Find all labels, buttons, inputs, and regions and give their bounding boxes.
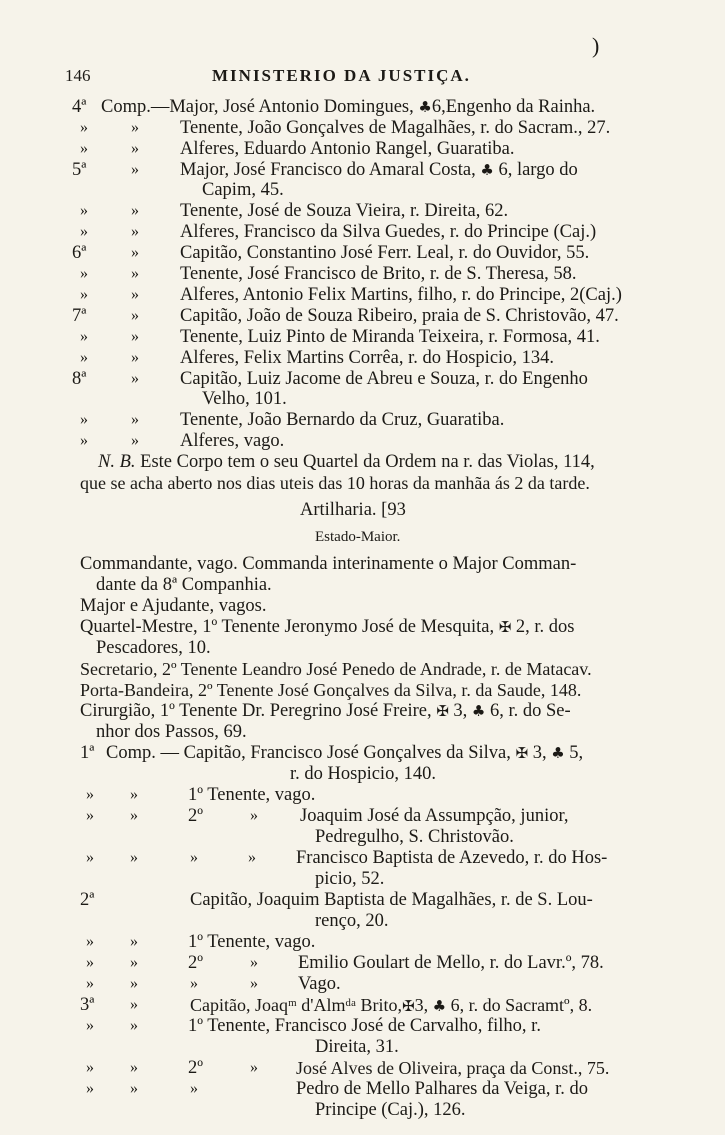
ditto-mark: » — [131, 244, 139, 261]
entry-line-cont: dante da 8ª Companhia. — [96, 575, 272, 595]
entry-line-cont: Velho, 101. — [202, 389, 287, 409]
ditto-mark: » — [130, 975, 138, 992]
entry-line: Alferes, vago. — [180, 431, 285, 451]
ditto-mark: » — [130, 786, 138, 803]
ditto-mark: » — [250, 975, 258, 992]
ditto-mark: » — [131, 307, 139, 324]
entry-line: Tenente, Luiz Pinto de Miranda Teixeira, r. Formosa, 41. — [180, 327, 600, 347]
entry-line: Tenente, José Francisco de Brito, r. de S. Theresa, 58. — [180, 264, 577, 284]
entry-line: Vago. — [298, 974, 341, 994]
ditto-mark: » — [80, 432, 88, 449]
entry-line: 1º Tenente, vago. — [188, 932, 316, 952]
ditto-mark: » — [131, 411, 139, 428]
entry-line: Tenente, José de Souza Vieira, r. Direita, 62. — [180, 201, 509, 221]
company-label: 2ª — [80, 890, 95, 910]
ditto-mark: » — [131, 161, 139, 178]
note: N. B. Este Corpo tem o seu Quartel da Ordem na r. das Violas, 114, — [98, 452, 595, 472]
ditto-mark: » — [80, 328, 88, 345]
entry-line: Capitão, Joaquim Baptista de Magalhães, r. de S. Lou- — [190, 890, 593, 910]
ditto-mark: » — [80, 411, 88, 428]
entry-line: Cirurgião, 1º Tenente Dr. Peregrino José Freire, ✠ 3, ♣ 6, r. do Se- — [80, 701, 571, 721]
ditto-mark: » — [131, 202, 139, 219]
entry-line: José Alves de Oliveira, praça da Const., 75. — [296, 1058, 610, 1078]
ditto-mark: » — [86, 954, 94, 971]
entry-line-cont: r. do Hospicio, 140. — [290, 764, 436, 784]
note-cont: que se acha aberto nos dias uteis das 10 horas da manhãa ás 2 da tarde. — [80, 473, 590, 493]
ditto-mark: » — [130, 1059, 138, 1076]
rank-label: 2º — [188, 806, 203, 826]
ditto-mark: » — [130, 1080, 138, 1097]
section-subtitle: Estado-Maior. — [315, 529, 401, 545]
entry-line-cont: Principe (Caj.), 126. — [315, 1100, 466, 1120]
ditto-mark: » — [86, 807, 94, 824]
ditto-mark: » — [248, 849, 256, 866]
ditto-mark: » — [250, 807, 258, 824]
ditto-mark: » — [130, 807, 138, 824]
company-label: 3ª — [80, 995, 95, 1015]
rose-icon: ♣ — [418, 98, 432, 116]
entry-line: Alferes, Eduardo Antonio Rangel, Guaratiba. — [180, 139, 515, 159]
entry-line: Joaquim José da Assumpção, junior, — [300, 806, 569, 826]
entry-line-cont: Pescadores, 10. — [96, 638, 211, 658]
entry-line: Tenente, João Bernardo da Cruz, Guaratiba. — [180, 410, 505, 430]
ditto-mark: » — [86, 849, 94, 866]
ditto-mark: » — [131, 370, 139, 387]
entry-line: Secretario, 2º Tenente Leandro José Penedo de Andrade, r. de Matacav. — [80, 659, 592, 679]
entry-line: Alferes, Felix Martins Corrêa, r. do Hospicio, 134. — [180, 348, 555, 368]
ditto-mark: » — [250, 954, 258, 971]
ditto-mark: » — [131, 349, 139, 366]
company-label: 8ª — [72, 369, 87, 389]
ditto-mark: » — [130, 954, 138, 971]
entry-line: Alferes, Antonio Felix Martins, filho, r. do Principe, 2(Caj.) — [180, 285, 622, 305]
entry-line: Major, José Francisco do Amaral Costa, ♣ 6, largo do — [180, 160, 578, 180]
cross-icon: ✠ — [402, 997, 415, 1015]
rose-icon: ♣ — [480, 161, 494, 179]
ditto-mark: » — [250, 1059, 258, 1076]
section-title: Artilharia. [93 — [300, 500, 406, 520]
entry-line: Capitão, Constantino José Ferr. Leal, r. do Ouvidor, 55. — [180, 243, 590, 263]
company-label: 1ª — [80, 743, 95, 763]
ditto-mark: » — [131, 119, 139, 136]
ditto-mark: » — [130, 996, 138, 1013]
page-title: MINISTERIO DA JUSTIÇA. — [212, 66, 471, 85]
corner-mark: ) — [592, 33, 600, 58]
ditto-mark: » — [86, 1017, 94, 1034]
entry-line: Pedro de Mello Palhares da Veiga, r. do — [296, 1079, 588, 1099]
company-label: 5ª — [72, 160, 87, 180]
entry-line: Porta-Bandeira, 2º Tenente José Gonçalves da Silva, r. da Saude, 148. — [80, 680, 582, 700]
entry-line: Commandante, vago. Commanda interinamente o Major Comman- — [80, 554, 577, 574]
rose-icon: ♣ — [551, 744, 565, 762]
ditto-mark: » — [80, 202, 88, 219]
cross-icon: ✠ — [515, 744, 529, 762]
rank-label: 2º — [188, 953, 203, 973]
company-label: 7ª — [72, 306, 87, 326]
entry-line: Major e Ajudante, vagos. — [80, 596, 267, 616]
entry-line: Capitão, Luiz Jacome de Abreu e Souza, r. do Engenho — [180, 369, 588, 389]
ditto-mark: » — [86, 933, 94, 950]
ditto-mark: » — [131, 432, 139, 449]
ditto-mark: » — [131, 328, 139, 345]
ditto-mark: » — [80, 265, 88, 282]
entry-line: Quartel-Mestre, 1º Tenente Jeronymo José de Mesquita, ✠ 2, r. dos — [80, 617, 575, 637]
ditto-mark: » — [86, 786, 94, 803]
entry-line-cont: Direita, 31. — [315, 1037, 399, 1057]
ditto-mark: » — [86, 1080, 94, 1097]
page-number: 146 — [65, 66, 91, 85]
rose-icon: ♣ — [471, 702, 486, 720]
company-label: 4ª — [72, 97, 87, 117]
rank-label: 2º — [188, 1058, 203, 1078]
rose-icon: ♣ — [432, 997, 447, 1015]
ditto-mark: » — [190, 1080, 198, 1097]
ditto-mark: » — [190, 849, 198, 866]
entry-line: Alferes, Francisco da Silva Guedes, r. do Principe (Caj.) — [180, 222, 597, 242]
entry-line-cont: picio, 52. — [315, 869, 385, 889]
company-label: 6ª — [72, 243, 87, 263]
entry-line-cont: renço, 20. — [315, 911, 389, 931]
entry-line: Capitão, João de Souza Ribeiro, praia de S. Christovão, 47. — [180, 306, 619, 326]
ditto-mark: » — [130, 849, 138, 866]
entry-line: Capitão, Joaqᵐ d'Almᵈᵃ Brito,✠3, ♣ 6, r. do Sacramtº, 8. — [190, 995, 593, 1015]
cross-icon: ✠ — [498, 618, 512, 636]
entry-line-cont: nhor dos Passos, 69. — [96, 722, 247, 742]
ditto-mark: » — [80, 223, 88, 240]
entry-line-cont: Pedregulho, S. Christovão. — [315, 827, 514, 847]
ditto-mark: » — [131, 140, 139, 157]
ditto-mark: » — [131, 286, 139, 303]
entry-line: Francisco Baptista de Azevedo, r. do Hos- — [296, 848, 608, 868]
ditto-mark: » — [130, 933, 138, 950]
entry-line: Comp.—Major, José Antonio Domingues, ♣6,Engenho da Rainha. — [101, 97, 596, 117]
entry-line: Tenente, João Gonçalves de Magalhães, r. do Sacram., 27. — [180, 118, 611, 138]
cross-icon: ✠ — [436, 702, 449, 720]
ditto-mark: » — [190, 975, 198, 992]
ditto-mark: » — [80, 349, 88, 366]
entry-line: 1º Tenente, Francisco José de Carvalho, filho, r. — [188, 1016, 541, 1036]
entry-line: 1º Tenente, vago. — [188, 785, 316, 805]
ditto-mark: » — [131, 265, 139, 282]
entry-line: Emilio Goulart de Mello, r. do Lavr.º, 78. — [298, 953, 604, 973]
ditto-mark: » — [130, 1017, 138, 1034]
ditto-mark: » — [86, 975, 94, 992]
entry-line: Comp. — Capitão, Francisco José Gonçalves da Silva, ✠ 3, ♣ 5, — [106, 743, 584, 763]
ditto-mark: » — [86, 1059, 94, 1076]
entry-line-cont: Capim, 45. — [202, 180, 284, 200]
ditto-mark: » — [80, 119, 88, 136]
ditto-mark: » — [80, 286, 88, 303]
ditto-mark: » — [131, 223, 139, 240]
ditto-mark: » — [80, 140, 88, 157]
